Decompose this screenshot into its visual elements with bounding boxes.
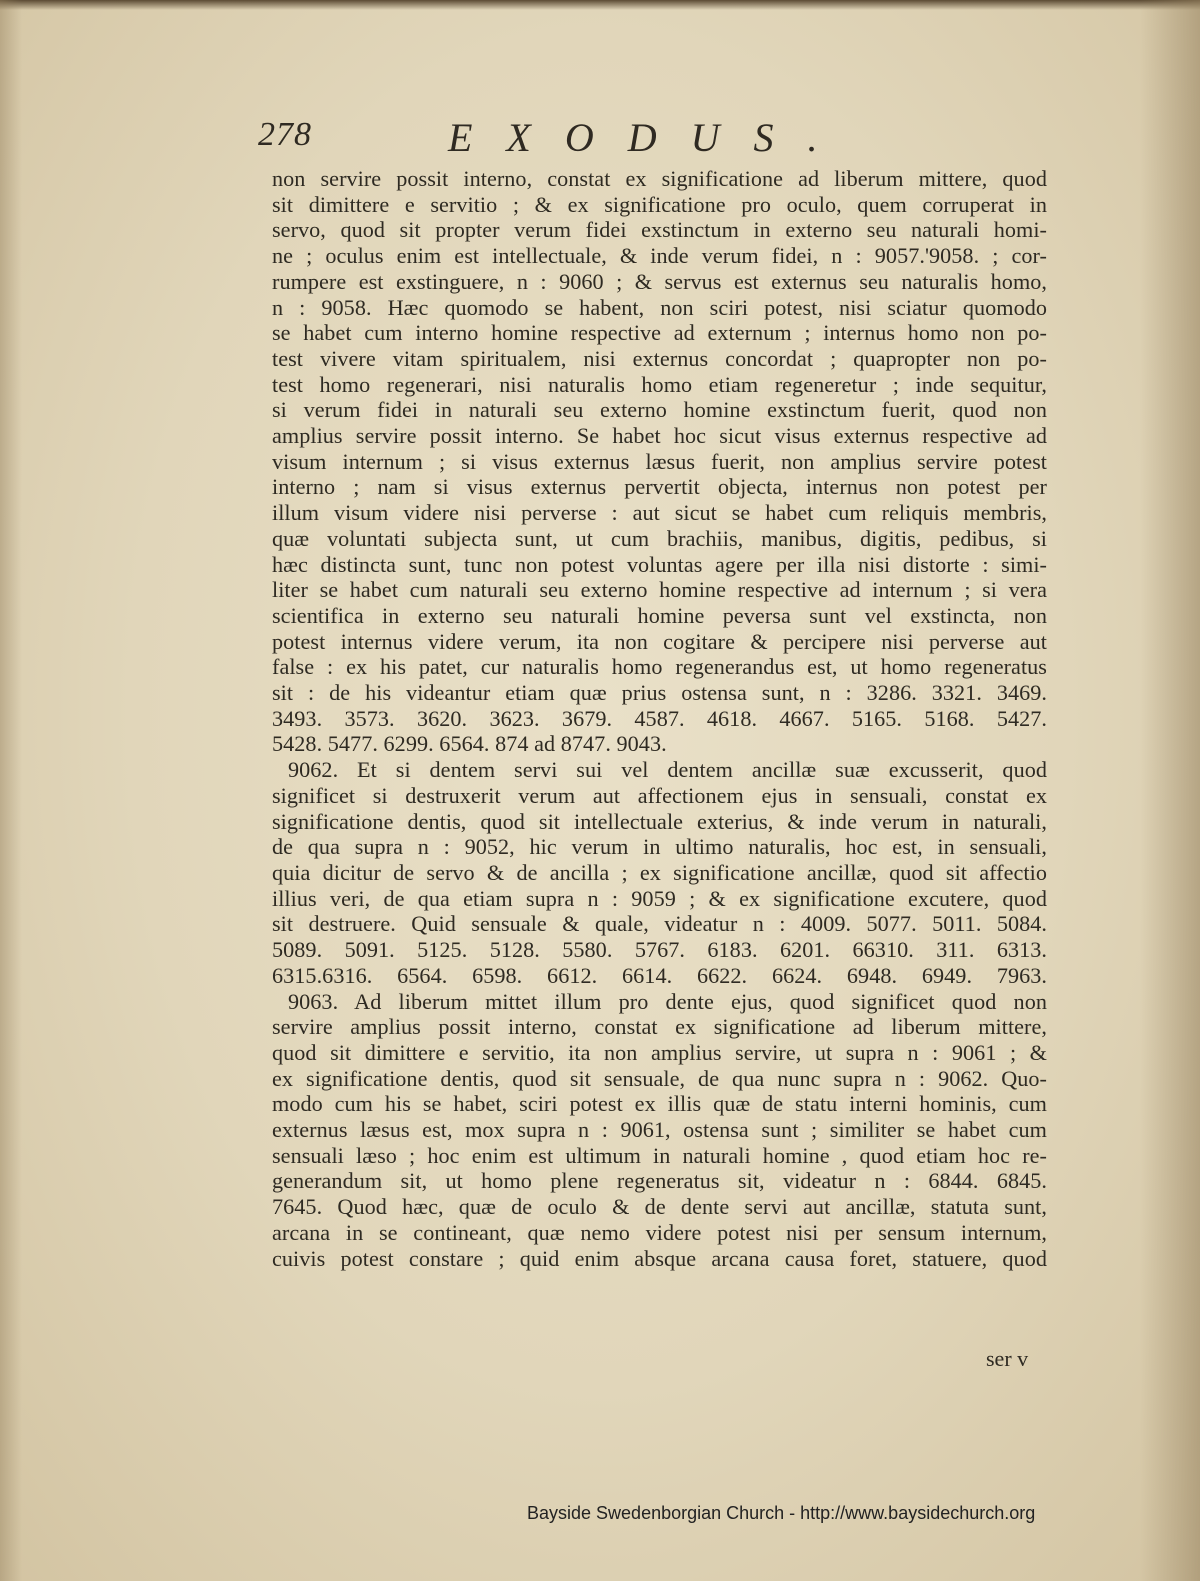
text-line: arcana in se contineant, quæ nemo videre potest nisi per sensum internum, [272, 1219, 1047, 1245]
text-line: si verum fidei in naturali seu externo homine exstinctum fuerit, quod non [272, 397, 1047, 423]
text-line: servire amplius possit interno, constat ex significatione ad liberum mittere, [272, 1014, 1047, 1040]
text-line: 5089. 5091. 5125. 5128. 5580. 5767. 6183. 6201. 66310. 311. 6313. [272, 937, 1047, 963]
text-line: 9063. Ad liberum mittet illum pro dente ejus, quod significet quod non [288, 988, 1047, 1014]
text-line: quia dicitur de servo & de ancilla ; ex significatione ancillæ, quod sit affectio [272, 859, 1047, 885]
text-line: 5428. 5477. 6299. 6564. 874 ad 8747. 9043. [272, 731, 667, 757]
text-line: 9062. Et si dentem servi sui vel dentem ancillæ suæ excusserit, quod [288, 757, 1047, 783]
text-line: sit : de his videantur etiam quæ prius ostensa sunt, n : 3286. 3321. 3469. [272, 680, 1047, 706]
text-line: potest internus videre verum, ita non cogitare & percipere nisi perverse aut [272, 628, 1047, 654]
right-page-shadow [1140, 0, 1200, 1581]
text-line: ex significatione dentis, quod sit sensuale, de qua nunc supra n : 9062. Quo- [272, 1065, 1047, 1091]
text-line: se habet cum interno homine respective ad externum ; internus homo non po- [272, 320, 1047, 346]
text-line: scientifica in externo seu naturali homine peversa sunt vel exstincta, non [272, 602, 1047, 628]
text-line: 6315.6316. 6564. 6598. 6612. 6614. 6622. 6624. 6948. 6949. 7963. [272, 962, 1047, 988]
text-line: cuivis potest constare ; quid enim absque arcana causa foret, statuere, quod [272, 1245, 1047, 1271]
text-line: 7645. Quod hæc, quæ de oculo & de dente servi aut ancillæ, statuta sunt, [272, 1194, 1047, 1220]
text-line: false : ex his patet, cur naturalis homo regenerandus est, ut homo regeneratus [272, 654, 1047, 680]
text-line: non servire possit interno, constat ex significatione ad liberum mittere, quod [272, 166, 1047, 191]
text-line: sensuali læso ; hoc enim est ultimum in naturali homine , quod etiam hoc re- [272, 1142, 1047, 1168]
text-line: externus læsus est, mox supra n : 9061, ostensa sunt ; similiter se habet cum [272, 1117, 1047, 1143]
page-header [258, 112, 918, 162]
text-line: illius veri, de qua etiam supra n : 9059 ; & ex significatione excutere, quod [272, 885, 1047, 911]
running-head: EXODUS. [448, 115, 852, 160]
top-page-edge [0, 0, 1200, 10]
page-number: 278 [258, 116, 312, 153]
text-line: visum internum ; si visus externus læsus fuerit, non amplius servire potest [272, 448, 1047, 474]
text-line: illum visum videre nisi perverse : aut sicut se habet cum reliquis membris, [272, 500, 1047, 526]
text-line: generandum sit, ut homo plene regeneratus sit, videatur n : 6844. 6845. [272, 1168, 1047, 1194]
text-line: quæ voluntati subjecta sunt, ut cum brachiis, manibus, digitis, pedibus, si [272, 525, 1047, 551]
text-line: significatione dentis, quod sit intellectuale exterius, & inde verum in naturali, [272, 808, 1047, 834]
text-line: servo, quod sit propter verum fidei exstinctum in externo seu naturali homi- [272, 217, 1047, 243]
text-line: quod sit dimittere e servitio, ita non amplius servire, ut supra n : 9061 ; & [272, 1039, 1047, 1065]
text-line: de qua supra n : 9052, hic verum in ultimo naturalis, hoc est, in sensuali, [272, 834, 1047, 860]
text-line: ne ; oculus enim est intellectuale, & inde verum fidei, n : 9057.'9058. ; cor- [272, 243, 1047, 269]
text-line: modo cum his se habet, sciri potest ex illis quæ de statu interni hominis, cum [272, 1091, 1047, 1117]
text-line: amplius servire possit interno. Se habet hoc sicut visus externus respective ad [272, 423, 1047, 449]
text-line: test homo regenerari, nisi naturalis homo etiam regeneretur ; inde sequitur, [272, 371, 1047, 397]
text-line: sit dimittere e servitio ; & ex significatione pro oculo, quem corruperat in [272, 191, 1047, 217]
text-line: 3493. 3573. 3620. 3623. 3679. 4587. 4618. 4667. 5165. 5168. 5427. [272, 705, 1047, 731]
text-line: n : 9058. Hæc quomodo se habent, non sciri potest, nisi sciatur quomodo [272, 294, 1047, 320]
text-line: liter se habet cum naturali seu externo homine respective ad internum ; si vera [272, 577, 1047, 603]
text-line: sit destruere. Quid sensuale & quale, videatur n : 4009. 5077. 5011. 5084. [272, 911, 1047, 937]
text-line: significet si destruxerit verum aut affectionem ejus in sensuali, constat ex [272, 782, 1047, 808]
text-line: test vivere vitam spiritualem, nisi externus concordat ; quapropter non po- [272, 345, 1047, 371]
left-page-shadow [0, 0, 22, 1581]
text-line: rumpere est exstinguere, n : 9060 ; & servus est externus seu naturalis homo, [272, 268, 1047, 294]
footer-credit: Bayside Swedenborgian Church - http://www.baysidechurch.org [527, 1503, 1036, 1523]
catchword: ser v [986, 1346, 1029, 1371]
text-line: interno ; nam si visus externus pervertit objecta, internus non potest per [272, 474, 1047, 500]
text-line: hæc distincta sunt, tunc non potest voluntas agere per illa nisi distorte : simi- [272, 551, 1047, 577]
body-text [272, 166, 1047, 1346]
